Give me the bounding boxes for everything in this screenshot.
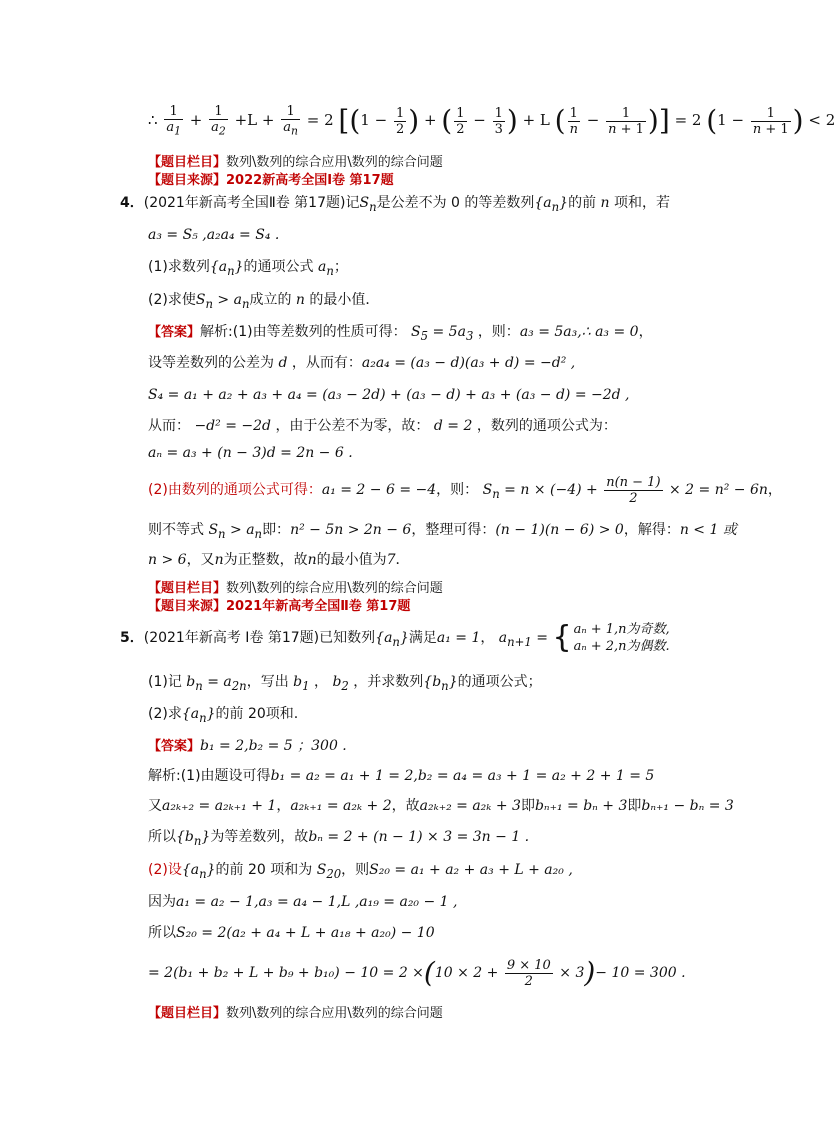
solution-text: 解析:(1)由题设可得 [148, 768, 271, 784]
answer-text: 即： [262, 522, 291, 538]
q5-sol-line2: 又a₂ₖ₊₂ = a₂ₖ₊₁ + 1，a₂ₖ₊₁ = a₂ₖ + 2，故a₂ₖ₊₂ = a₂ₖ + 3即bₙ₊₁ = bₙ + 3即bₙ₊₁ − bₙ = 3 [148, 798, 734, 814]
part-text: 的前 20项和. [215, 706, 299, 722]
source-tag: 【题目来源】 [148, 173, 227, 188]
sum-inequality-formula: ∴ $\frac{1}{a_1}$ + $\frac{1}{a_2}$ +L + $\frac{1}{a_n}$ = 2 [(1 − $\frac{1}{2}$ ) + ( $\frac{1}{2}$ − $\frac{1}{3}$ ) + L ( $\frac{1}{n}$ − $\frac{1}{n + 1}$ )] = 2 (1 − $\frac{1}{n + 1}$ ) < 2 [148, 103, 835, 138]
q5-sol-line7: = 2(b₁ + b₂ + L + b₉ + b₁₀) − 10 = 2 ×(10 × 2 + $\frac{9 \times 10}{2}$ × 3)− 10 = 300 . [148, 956, 686, 989]
solution-text: 又 [148, 798, 162, 814]
equals-two-result: = 2 [674, 111, 702, 129]
answer-text: ，从而有： [291, 355, 362, 371]
math-expr: − 10 = 300 . [595, 965, 686, 981]
sequence-an: $\{a_n\}$ [534, 195, 569, 214]
answer-text: (2)由数列的通项公式可得： [148, 482, 322, 498]
topic-path: 数列\数列的综合应用\数列的综合问题 [226, 1006, 443, 1021]
q3-source-line [148, 170, 394, 191]
ellipsis-term: +L + [234, 111, 275, 129]
math-expr: n > 6 [148, 552, 187, 568]
solution-text: (2)设 [148, 862, 182, 878]
part-text: ，写出 [246, 674, 289, 690]
fraction: $\frac{1}{a_2}$ [211, 103, 226, 138]
math-expr: a₂ₖ₊₁ = a₂ₖ + 2 [290, 798, 392, 814]
math-expr: bₙ₊₁ = bₙ + 3 [534, 798, 628, 814]
solution-text: 为等差数列，故 [210, 829, 309, 845]
answer-tag: 【答案】 [148, 739, 201, 754]
solution-text: 因为 [148, 894, 176, 910]
therefore-symbol: ∴ [148, 111, 158, 129]
stem-text: (2021年新高考 I卷 第17题)已知数列 [143, 630, 376, 646]
fraction: $\frac{1}{a_n}$ [283, 103, 298, 138]
q4-condition: a₃ = S₅ ,a₂a₄ = S₄ . [148, 227, 280, 243]
q5-stem: 5．(2021年新高考 I卷 第17题)已知数列$\{a_n\}$满足a₁ = 1， $a_{n+1}$ = { aₙ + 1,n为奇数, aₙ + 2,n为偶数. [120, 620, 670, 655]
solution-text: 的前 20 项和为 [215, 862, 313, 878]
q4-answer-line8: n > 6，又n为正整数，故n的最小值为7． [148, 552, 410, 568]
q4-answer-line3: S₄ = a₁ + a₂ + a₃ + a₄ = (a₃ − 2d) + (a₃ − d) + a₃ + (a₃ − d) = −2d , [148, 387, 630, 403]
less-than-two: < 2 [808, 111, 835, 129]
answer-text: 为正整数，故 [223, 552, 308, 568]
part-text: 的通项公式 [243, 259, 314, 275]
part-text: (1)记 [148, 674, 182, 690]
answer-text: 从而： [148, 418, 190, 434]
q5-sol-line3: 所以$\{b_n\}$为等差数列，故bₙ = 2 + (n − 1) × 3 = 3n − 1 . [148, 829, 530, 848]
answer-text: ，数列的通项公式为： [476, 418, 617, 434]
question-number: 4． [120, 195, 144, 211]
part-text: (1)求数列 [148, 259, 210, 275]
part-text: (2)求 [148, 706, 182, 722]
answer-text: ，则： [477, 324, 520, 340]
math-expr: a₁ = 2 − 6 = −4 [321, 482, 437, 498]
q4-answer-line6: (2)由数列的通项公式可得：a₁ = 2 − 6 = −4，则： $S_n = n \times (-4)$ + $\frac{n(n - 1)}{2}$ × 2 = n² − 6n， [148, 474, 782, 506]
answer-text: 则不等式 [148, 522, 204, 538]
q5-sol-line5 [148, 892, 457, 912]
answer-tag: 【答案】 [148, 325, 201, 340]
q4-part1: (1)求数列$\{a_n\}$的通项公式 $a_n$； [148, 259, 348, 278]
inequality: $S_n > a_n$ [195, 292, 250, 311]
source-text: 2021年新高考全国Ⅱ卷 第17题 [226, 599, 411, 614]
answer-text: ，由于公差不为零，故： [275, 418, 430, 434]
sequence-an: $\{a_n\}$ [209, 259, 244, 278]
q5-sol-line6 [148, 923, 435, 943]
case-odd: aₙ + 1,n为奇数, [573, 622, 670, 637]
q4-answer-line5: aₙ = a₃ + (n − 3)d = 2n − 6 . [148, 445, 353, 461]
plus-sign: + [189, 111, 203, 129]
solution-text: ，故 [391, 798, 420, 814]
topic-tag: 【题目栏目】 [148, 581, 227, 596]
answer-text: ，解得： [623, 522, 680, 538]
part-text: 的通项公式； [457, 674, 542, 690]
q4-part2: (2)求使$S_n > a_n$成立的 n 的最小值． [148, 292, 380, 311]
math-expr: bₙ = 2 + (n − 1) × 3 = 3n − 1 . [308, 829, 530, 845]
math-expr: b₁ = a₂ = a₁ + 1 = 2,b₂ = a₄ = a₃ + 1 = a₂ + 2 + 1 = 5 [270, 768, 655, 784]
solution-text: 所以 [148, 925, 176, 941]
answer-text: 解析:(1)由等差数列的性质可得： [200, 324, 407, 340]
math-expr: a₁ = a₂ − 1,a₃ = a₄ − 1,L ,a₁₉ = a₂₀ − 1 , [176, 894, 458, 910]
source-tag: 【题目来源】 [148, 599, 227, 614]
question-number: 5． [120, 630, 144, 646]
math-expr: a₂ₖ₊₂ = a₂ₖ + 3 [419, 798, 521, 814]
q5-sol-line4: (2)设$\{a_n\}$的前 20 项和为 $S_{20}$，则S₂₀ = a₁ + a₂ + a₃ + L + a₂₀ , [148, 862, 573, 881]
solution-text: 即 [520, 798, 535, 814]
q5-sol-line1 [148, 766, 654, 786]
q4-answer-line7: 则不等式 $S_n > a_n$即：n² − 5n > 2n − 6，整理可得：(n − 1)(n − 6) > 0，解得：n < 1 或 [148, 522, 737, 541]
piecewise-cases [574, 621, 670, 655]
q4-stem [120, 193, 670, 217]
q5-answer [148, 736, 347, 757]
math-expr: 7 [386, 552, 396, 568]
answer-text: ，整理可得： [411, 522, 496, 538]
math-expr: S₂₀ = 2(a₂ + a₄ + L + a₁₈ + a₂₀) − 10 [176, 925, 435, 941]
q4-answer-line1: 【答案】解析:(1)由等差数列的性质可得： $S_5 = 5a_3$ ，则：a₃ = 5a₃,∴ a₃ = 0， [148, 324, 653, 343]
answer-text: ，则： [436, 482, 479, 498]
stem-text: 的前 [568, 195, 597, 211]
part-text: 成立的 [249, 292, 292, 308]
math-expr: S₂₀ = a₁ + a₂ + a₃ + L + a₂₀ , [369, 862, 573, 878]
math-expr: bₙ₊₁ − bₙ = 3 [641, 798, 734, 814]
math-expr: (n − 1)(n − 6) > 0 [495, 522, 624, 538]
case-even: aₙ + 2,n为偶数. [573, 639, 670, 654]
q5-part1: (1)记 $b_n = a_{2n}$，写出 $b_1$ ， $b_2$ ，并求数列$\{b_n\}$的通项公式； [148, 674, 542, 693]
topic-path: 数列\数列的综合应用\数列的综合问题 [226, 581, 443, 596]
fraction: $\frac{1}{a_1}$ [166, 103, 181, 138]
source-text: 2022新高考全国I卷 第17题 [226, 173, 394, 188]
stem-text: 是公差不为 0 的等差数列 [376, 195, 535, 211]
solution-text: 即 [627, 798, 642, 814]
topic-path: 数列\数列的综合应用\数列的综合问题 [226, 155, 443, 170]
solution-text: 所以 [148, 829, 176, 845]
solution-text: ，则 [341, 862, 370, 878]
math-expr: n < 1 或 [679, 522, 737, 538]
math-expr: a₂ₖ₊₂ = a₂ₖ₊₁ + 1 [162, 798, 277, 814]
math-expr: a₁ = 1 [436, 630, 481, 646]
math-expr: n² − 5n > 2n − 6 [290, 522, 412, 538]
topic-tag: 【题目栏目】 [148, 155, 227, 170]
topic-tag: 【题目栏目】 [148, 1006, 227, 1021]
stem-text: 项和，若 [614, 195, 671, 211]
stem-text: 满足 [408, 630, 437, 646]
q5-topic-line [148, 1003, 443, 1024]
stem-text: (2021年新高考全国Ⅱ卷 第17题)记 [143, 195, 360, 211]
q4-answer-line4: 从而： −d² = −2d ，由于公差不为零，故： d = 2 ，数列的通项公式为： [148, 418, 617, 434]
part-text: ，并求数列 [353, 674, 424, 690]
q4-source-line [148, 596, 410, 617]
n-symbol: n [596, 195, 615, 211]
math-expr: a₂a₄ = (a₃ − d)(a₃ + d) = −d² , [361, 355, 576, 371]
answer-text: 的最小值为 [316, 552, 387, 568]
answer-text: 设等差数列的公差为 [148, 355, 274, 371]
part-text: (2)求使 [148, 292, 196, 308]
sn-symbol: $S_n$ [359, 195, 377, 214]
answer-text: ，又 [186, 552, 215, 568]
q4-answer-line2: 设等差数列的公差为 d ，从而有：a₂a₄ = (a₃ − d)(a₃ + d) = −d² , [148, 355, 576, 371]
equals-two: = 2 [306, 111, 334, 129]
part-text: 的最小值． [309, 292, 380, 308]
math-expr: a₃ = 5a₃,∴ a₃ = 0 [519, 324, 639, 340]
answer-value: b₁ = 2,b₂ = 5 ；300 . [200, 738, 347, 754]
q5-part2: (2)求$\{a_n\}$的前 20项和. [148, 706, 299, 725]
math-expr: = 2(b₁ + b₂ + L + b₉ + b₁₀) − 10 = 2 × [148, 965, 424, 981]
